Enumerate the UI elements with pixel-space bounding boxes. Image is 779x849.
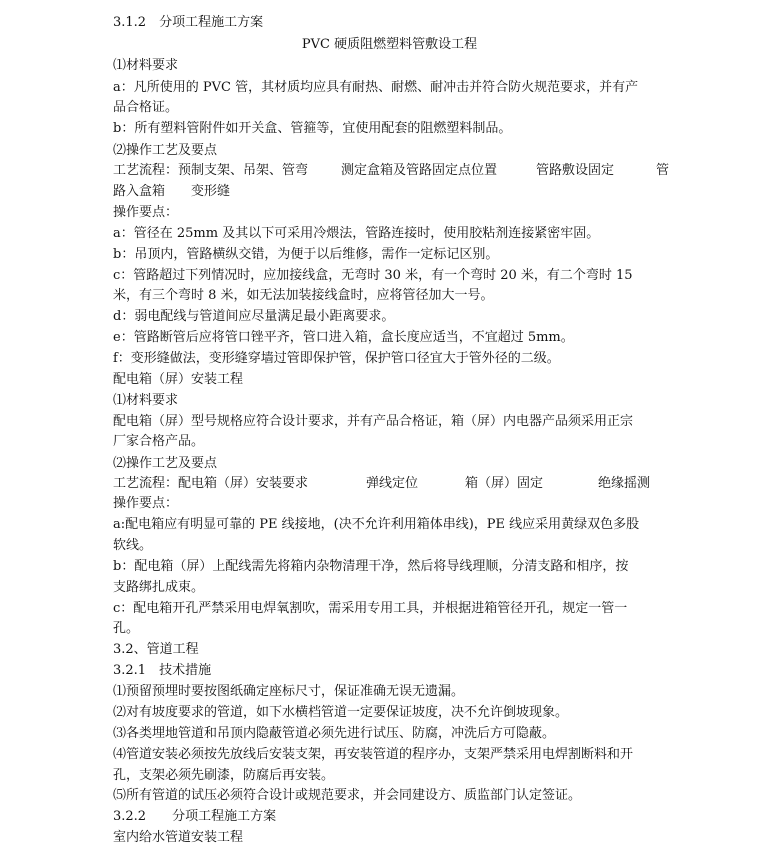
- section-heading-3-2-2: 3.2.2 分项工程施工方案: [113, 809, 277, 824]
- paragraph-line: ⑸所有管道的试压必须符合设计或规范要求，并会同建设方、质监部门认定签证。: [113, 788, 582, 803]
- paragraph-line: b：所有塑料管附件如开关盒、管箍等，宜使用配套的阻燃塑料制品。: [113, 121, 512, 136]
- section-heading-3-2: 3.2、管道工程: [113, 642, 199, 657]
- flow-step: 绝缘摇测: [598, 476, 651, 491]
- paragraph-line: 路入盒箱 变形缝: [113, 184, 231, 199]
- section-heading-3-1-2: 3.1.2 分项工程施工方案: [113, 15, 264, 30]
- paragraph-line: ⑶各类埋地管道和吊顶内隐蔽管道必须先进行试压、防腐，冲洗后方可隐蔽。: [113, 726, 556, 741]
- flow-step: 弹线定位: [366, 476, 419, 491]
- paragraph-line: 孔，支架必须先刷漆，防腐后再安装。: [113, 768, 335, 783]
- paragraph-line: 孔。: [113, 621, 140, 636]
- section-heading-3-2-1: 3.2.1 技术措施: [113, 663, 212, 678]
- process-flow-line-2: [113, 475, 673, 493]
- paragraph-line: ⑵对有坡度要求的管道，如下水横档管道一定要保证坡度，决不允许倒坡现象。: [113, 705, 569, 720]
- paragraph-line: c：管路超过下列情况时，应加接线盒，无弯时 30 米，有一个弯时 20 米，有二个弯时 15: [113, 268, 633, 283]
- flow-step: 管: [656, 163, 670, 178]
- key-points-label: 操作要点：: [113, 496, 179, 511]
- paragraph-line: b：吊顶内，管路横纵交错，为便于以后维修，需作一定标记区别。: [113, 247, 499, 262]
- paragraph-line: 配电箱（屏）型号规格应符合设计要求，并有产品合格证，箱（屏）内电器产品须采用正宗: [113, 414, 634, 429]
- flow-step: 箱（屏）固定: [465, 476, 544, 491]
- paragraph-line: 支路绑扎成束。: [113, 580, 205, 595]
- subsection-title-pvc: PVC 硬质阻燃塑料管敷设工程: [301, 37, 478, 52]
- flow-step: 管路敷设固定: [536, 163, 615, 178]
- paragraph-line: 品合格证。: [113, 100, 179, 115]
- paragraph-line: ⑷管道安装必须按先放线后安装支架，再安装管道的程序办，支架严禁采用电焊割断料和开: [113, 747, 634, 762]
- key-points-label: 操作要点：: [113, 205, 179, 220]
- item-heading-material: ⑴材料要求: [113, 58, 179, 73]
- process-flow-line-1: [113, 162, 673, 180]
- flow-step: 工艺流程：预制支架、吊架、管弯: [113, 163, 309, 178]
- paragraph-line: 米，有三个弯时 8 米，如无法加装接线盒时，应将管径加大一号。: [113, 288, 494, 303]
- paragraph-line: 厂家合格产品。: [113, 434, 205, 449]
- paragraph-line: ⑴预留预埋时要按图纸确定座标尺寸，保证准确无误无遗漏。: [113, 684, 465, 699]
- flow-step: 测定盒箱及管路固定点位置: [341, 163, 498, 178]
- paragraph-line: 软线。: [113, 538, 153, 553]
- paragraph-line: a：管径在 25mm 及其以下可采用冷煨法，管路连接时，使用胶粘剂连接紧密牢固。: [113, 226, 600, 241]
- paragraph-line: c：配电箱开孔严禁采用电焊氧割吹，需采用专用工具，并根据进箱管径开孔，规定一管一: [113, 601, 628, 616]
- item-heading-material: ⑴材料要求: [113, 393, 179, 408]
- item-heading-process: ⑵操作工艺及要点: [113, 456, 218, 471]
- paragraph-line: e：管路断管后应将管口锉平齐，管口进入箱，盒长度应适当，不宜超过 5mm。: [113, 330, 574, 345]
- flow-step: 工艺流程：配电箱（屏）安装要求: [113, 476, 309, 491]
- paragraph-line: a:配电箱应有明显可靠的 PE 线接地，(决不允许利用箱体串线)，PE 线应采用黄绿双色多股: [113, 517, 640, 532]
- paragraph-line: f：变形缝做法，变形缝穿墙过管即保护管，保护管口径宜大于管外径的二级。: [113, 351, 560, 366]
- paragraph-line: a：凡所使用的 PVC 管，其材质均应具有耐热、耐燃、耐冲击并符合防火规范要求，并有产: [113, 80, 639, 95]
- item-heading-process: ⑵操作工艺及要点: [113, 143, 218, 158]
- subsection-title-distribution-box: 配电箱（屏）安装工程: [113, 372, 244, 387]
- paragraph-line: b：配电箱（屏）上配线需先将箱内杂物清理干净，然后将导线理顺，分清支路和相序，按: [113, 559, 629, 574]
- subsection-title-water-supply: 室内给水管道安装工程: [113, 830, 244, 845]
- paragraph-line: d：弱电配线与管道间应尽量满足最小距离要求。: [113, 309, 395, 324]
